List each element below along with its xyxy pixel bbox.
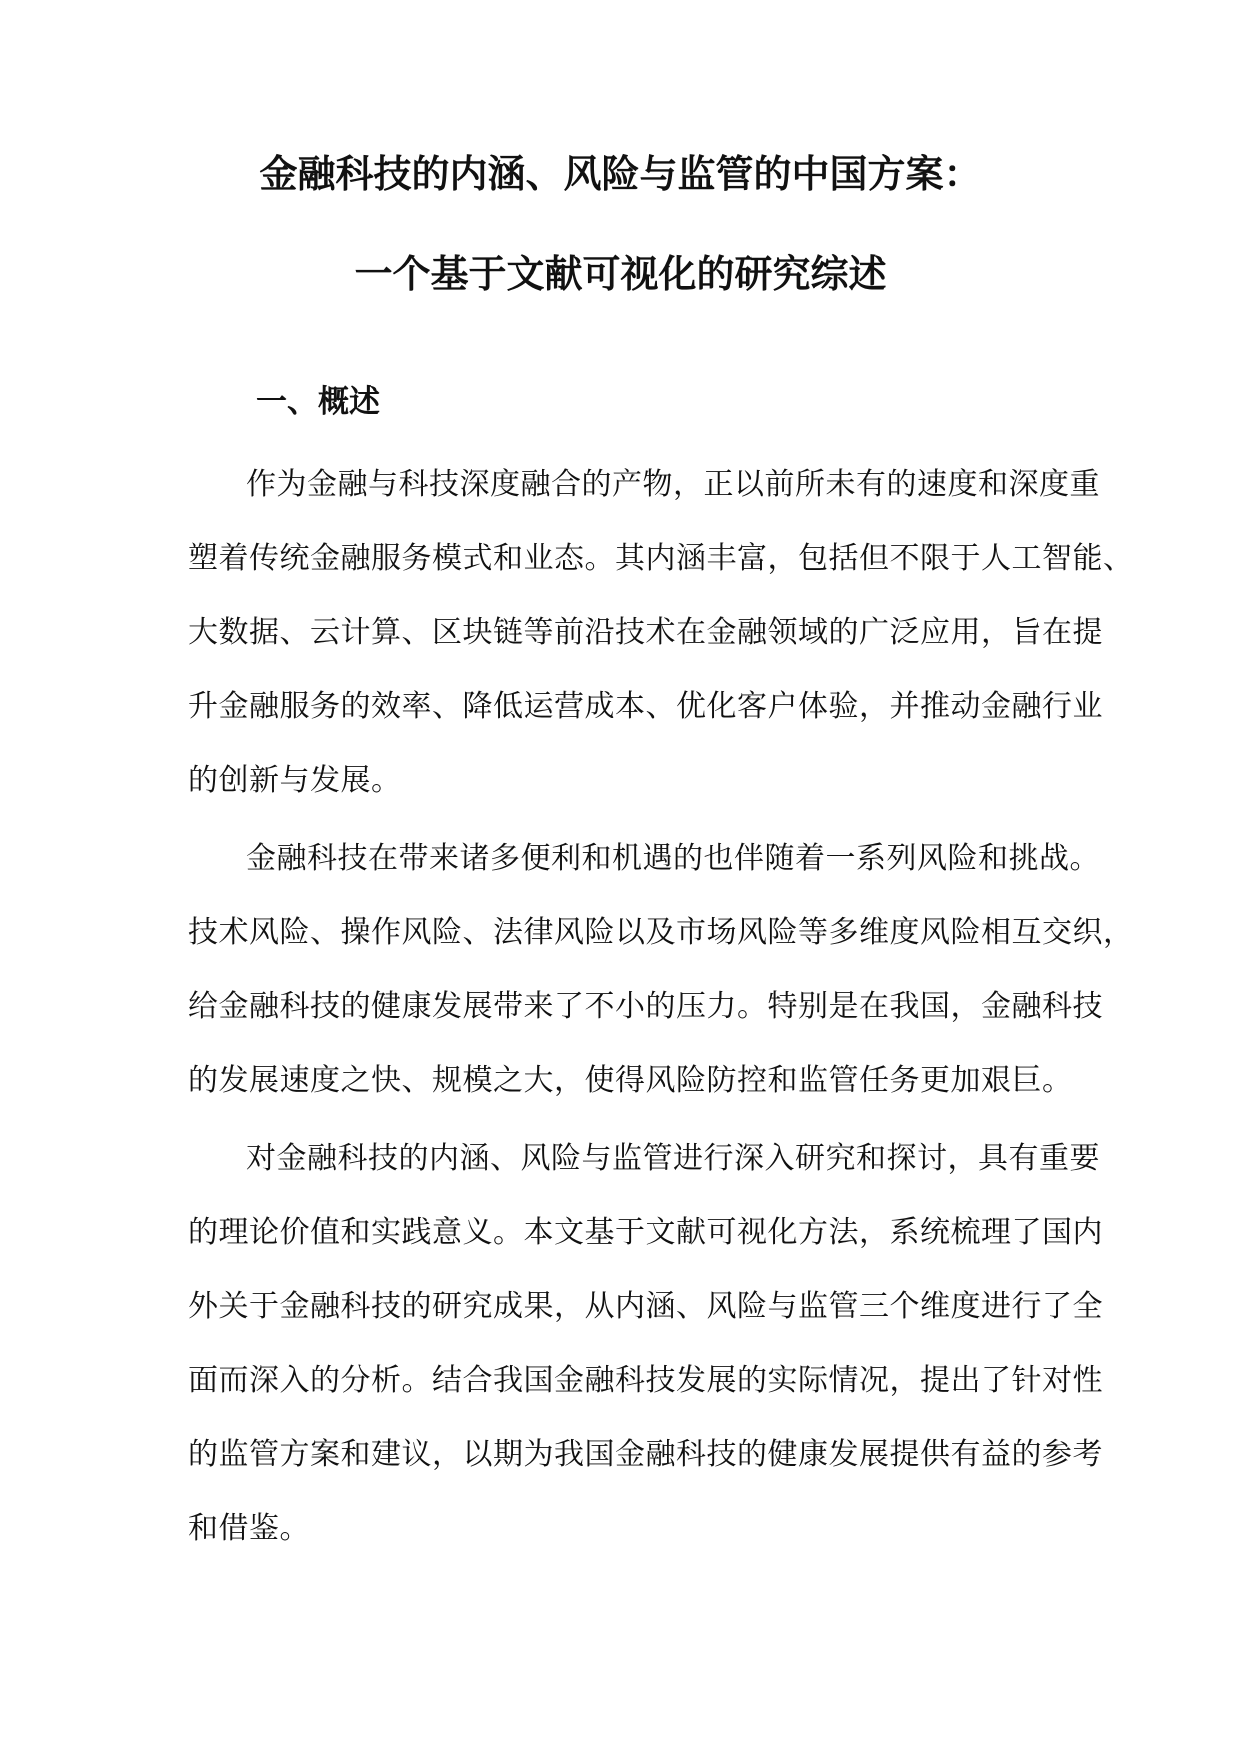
paragraph-3-line-4: 面而深入的分析。结合我国金融科技发展的实际情况，提出了针对性 (188, 1363, 1103, 1398)
paragraph-1-line-3: 大数据、云计算、区块链等前沿技术在金融领域的广泛应用，旨在提 (188, 615, 1103, 650)
paragraph-1-line-5: 的创新与发展。 (188, 763, 402, 798)
paragraph-2-line-2: 技术风险、操作风险、法律风险以及市场风险等多维度风险相互交织， (188, 915, 1134, 950)
title-line-1: 金融科技的内涵、风险与监管的中国方案： (259, 151, 982, 196)
paragraph-3-line-5: 的监管方案和建议，以期为我国金融科技的健康发展提供有益的参考 (188, 1437, 1103, 1472)
paragraph-3-line-1: 对金融科技的内涵、风险与监管进行深入研究和探讨，具有重要 (246, 1141, 1100, 1176)
paragraph-1-line-2: 塑着传统金融服务模式和业态。其内涵丰富，包括但不限于人工智能、 (188, 541, 1134, 576)
paragraph-3-line-6: 和借鉴。 (188, 1511, 310, 1546)
paragraph-3-line-2: 的理论价值和实践意义。本文基于文献可视化方法，系统梳理了国内 (188, 1215, 1103, 1250)
paragraph-3-line-3: 外关于金融科技的研究成果，从内涵、风险与监管三个维度进行了全 (188, 1289, 1103, 1324)
paragraph-2-line-4: 的发展速度之快、规模之大，使得风险防控和监管任务更加艰巨。 (188, 1063, 1073, 1098)
paragraph-2-line-1: 金融科技在带来诸多便利和机遇的也伴随着一系列风险和挑战。 (246, 841, 1100, 876)
title-line-2: 一个基于文献可视化的研究综述 (354, 251, 887, 296)
paragraph-1-line-4: 升金融服务的效率、降低运营成本、优化客户体验，并推动金融行业 (188, 689, 1103, 724)
paragraph-1-line-1: 作为金融与科技深度融合的产物，正以前所未有的速度和深度重 (246, 467, 1100, 502)
paragraph-2-line-3: 给金融科技的健康发展带来了不小的压力。特别是在我国，金融科技 (188, 989, 1103, 1024)
section-heading: 一、概述 (256, 384, 380, 420)
